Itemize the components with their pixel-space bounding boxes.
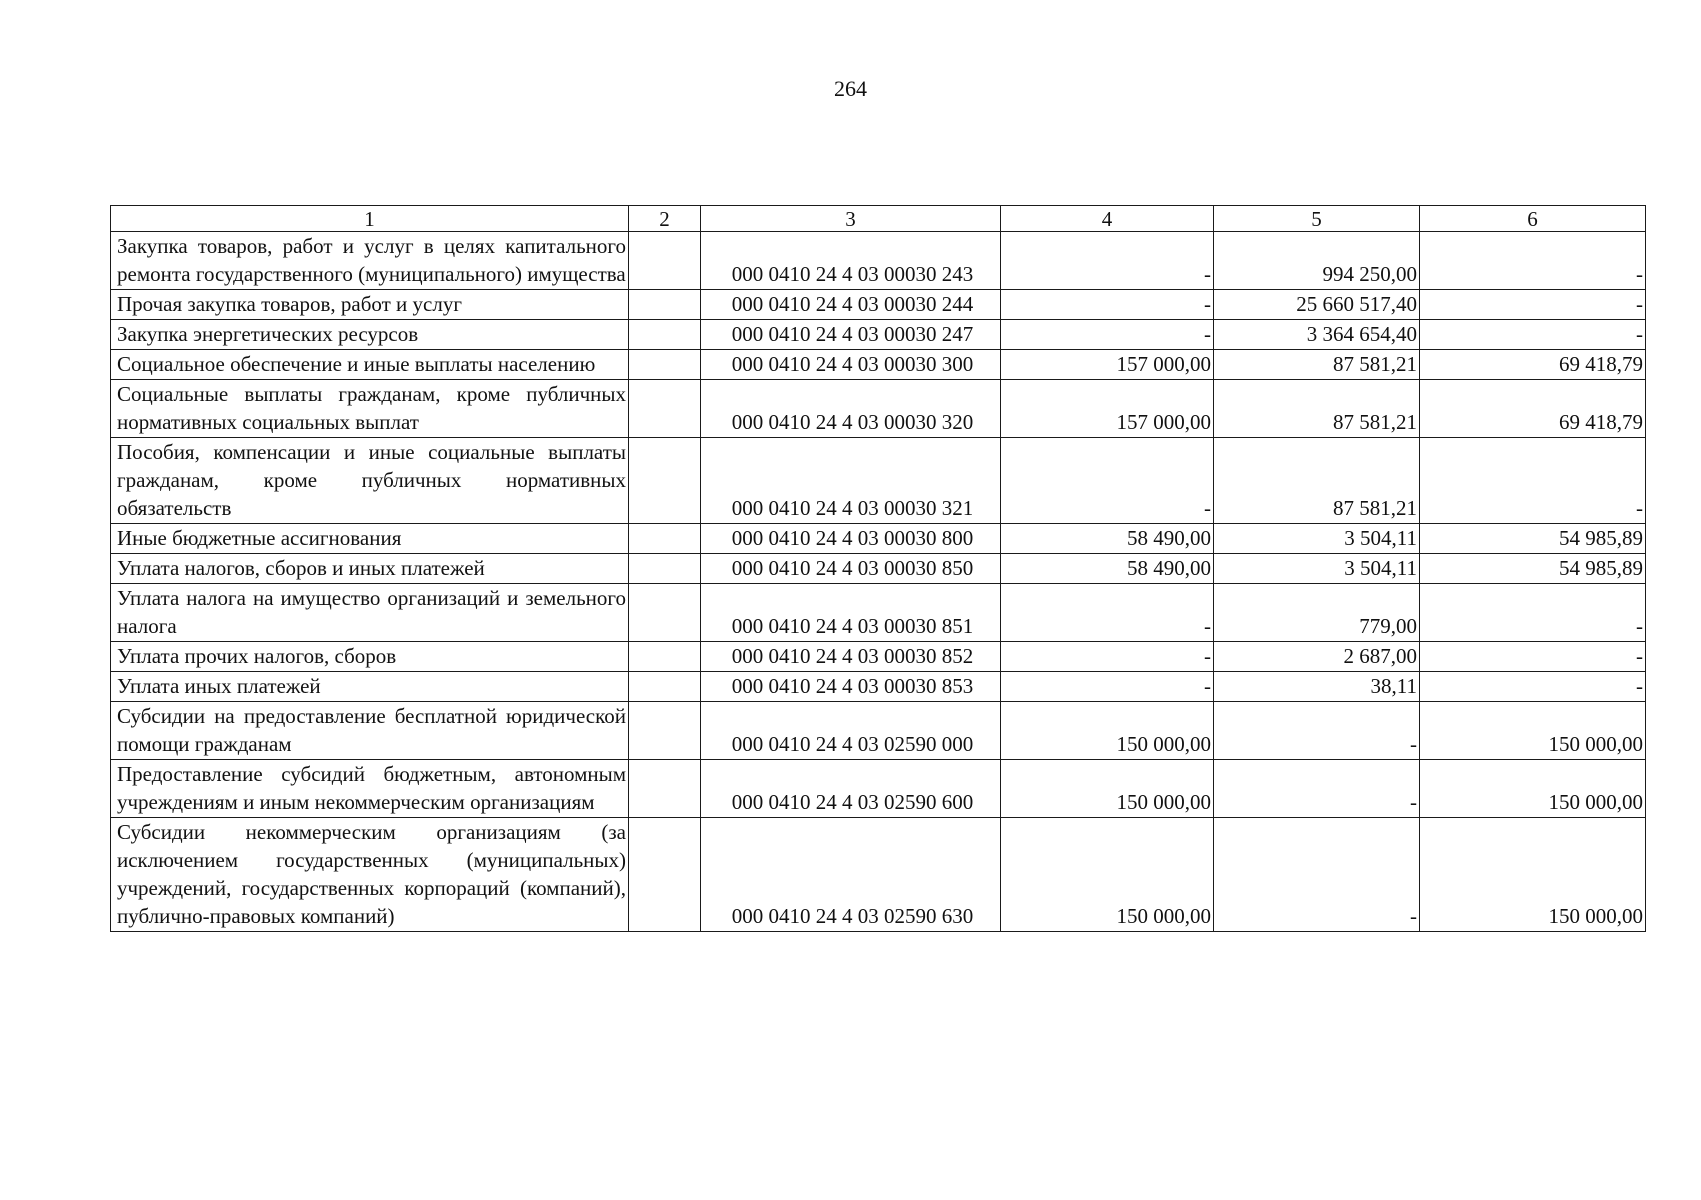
table-row [111,524,1646,554]
row-col5: 779,00 [1214,584,1420,642]
row-col2 [629,438,701,524]
row-col6: 150 000,00 [1420,702,1646,760]
row-name: Уплата иных платежей [111,672,629,702]
table-row [111,290,1646,320]
row-col4: - [1001,438,1214,524]
row-code: 000 0410 24 4 03 02590 630 [701,818,1001,932]
row-col6: 69 418,79 [1420,350,1646,380]
table-header-row [111,206,1646,232]
row-col4: - [1001,232,1214,290]
row-code: 000 0410 24 4 03 00030 851 [701,584,1001,642]
row-col2 [629,554,701,584]
row-col2 [629,760,701,818]
table-row [111,702,1646,760]
row-code: 000 0410 24 4 03 00030 800 [701,524,1001,554]
row-name: Закупка энергетических ресурсов [111,320,629,350]
row-col6: - [1420,290,1646,320]
row-name: Предоставление субсидий бюджетным, автономным учреждениям и иным некоммерческим организациям [111,760,629,818]
table-row [111,584,1646,642]
row-col5: - [1214,760,1420,818]
row-name: Социальное обеспечение и иные выплаты населению [111,350,629,380]
row-col6: 150 000,00 [1420,760,1646,818]
row-name: Субсидии некоммерческим организациям (за исключением государственных (муниципальных) учреждений, государственных корпораций (компаний), публично-правовых компаний) [111,818,629,932]
column-header-5: 5 [1214,206,1420,232]
row-col5: 87 581,21 [1214,438,1420,524]
row-code: 000 0410 24 4 03 02590 000 [701,702,1001,760]
row-code: 000 0410 24 4 03 00030 850 [701,554,1001,584]
row-name: Закупка товаров, работ и услуг в целях капитального ремонта государственного (муниципального) имущества [111,232,629,290]
row-col6: - [1420,642,1646,672]
row-col4: 58 490,00 [1001,524,1214,554]
row-col2 [629,380,701,438]
row-col2 [629,818,701,932]
row-col4: - [1001,642,1214,672]
row-name: Уплата налога на имущество организаций и земельного налога [111,584,629,642]
row-col6: - [1420,232,1646,290]
column-header-1: 1 [111,206,629,232]
row-col2 [629,672,701,702]
budget-table [110,205,1646,932]
row-name: Уплата налогов, сборов и иных платежей [111,554,629,584]
row-col5: 87 581,21 [1214,380,1420,438]
row-col4: 58 490,00 [1001,554,1214,584]
row-col2 [629,702,701,760]
row-col6: 69 418,79 [1420,380,1646,438]
row-col5: 87 581,21 [1214,350,1420,380]
row-col5: 25 660 517,40 [1214,290,1420,320]
column-header-3: 3 [701,206,1001,232]
table-row [111,818,1646,932]
row-col6: - [1420,320,1646,350]
row-col4: 157 000,00 [1001,350,1214,380]
table-row [111,672,1646,702]
row-col2 [629,290,701,320]
column-header-2: 2 [629,206,701,232]
table-row [111,438,1646,524]
row-col4: 150 000,00 [1001,818,1214,932]
table-row [111,320,1646,350]
row-col4: 150 000,00 [1001,702,1214,760]
table-row [111,232,1646,290]
row-col4: - [1001,290,1214,320]
row-col6: - [1420,672,1646,702]
row-col4: 157 000,00 [1001,380,1214,438]
row-code: 000 0410 24 4 03 00030 320 [701,380,1001,438]
row-col6: 54 985,89 [1420,524,1646,554]
row-code: 000 0410 24 4 03 00030 244 [701,290,1001,320]
row-name: Пособия, компенсации и иные социальные выплаты гражданам, кроме публичных нормативных обязательств [111,438,629,524]
row-code: 000 0410 24 4 03 00030 247 [701,320,1001,350]
row-col4: 150 000,00 [1001,760,1214,818]
table-row [111,350,1646,380]
row-col6: - [1420,438,1646,524]
row-name: Социальные выплаты гражданам, кроме публичных нормативных социальных выплат [111,380,629,438]
row-col2 [629,350,701,380]
column-header-4: 4 [1001,206,1214,232]
row-code: 000 0410 24 4 03 02590 600 [701,760,1001,818]
row-col5: 3 504,11 [1214,554,1420,584]
table-row [111,642,1646,672]
row-code: 000 0410 24 4 03 00030 300 [701,350,1001,380]
row-col6: - [1420,584,1646,642]
row-col2 [629,320,701,350]
row-code: 000 0410 24 4 03 00030 321 [701,438,1001,524]
row-col2 [629,232,701,290]
row-name: Субсидии на предоставление бесплатной юридической помощи гражданам [111,702,629,760]
row-col5: 2 687,00 [1214,642,1420,672]
table-row [111,760,1646,818]
row-name: Прочая закупка товаров, работ и услуг [111,290,629,320]
row-col5: 3 504,11 [1214,524,1420,554]
row-col6: 54 985,89 [1420,554,1646,584]
column-header-6: 6 [1420,206,1646,232]
row-col6: 150 000,00 [1420,818,1646,932]
row-col2 [629,584,701,642]
row-col2 [629,642,701,672]
row-code: 000 0410 24 4 03 00030 243 [701,232,1001,290]
table-row [111,554,1646,584]
row-col4: - [1001,672,1214,702]
row-name: Уплата прочих налогов, сборов [111,642,629,672]
row-col2 [629,524,701,554]
row-col5: - [1214,818,1420,932]
row-col5: 38,11 [1214,672,1420,702]
row-col5: - [1214,702,1420,760]
row-code: 000 0410 24 4 03 00030 852 [701,642,1001,672]
row-name: Иные бюджетные ассигнования [111,524,629,554]
row-col5: 994 250,00 [1214,232,1420,290]
row-col5: 3 364 654,40 [1214,320,1420,350]
row-code: 000 0410 24 4 03 00030 853 [701,672,1001,702]
table-row [111,380,1646,438]
row-col4: - [1001,584,1214,642]
page-number: 264 [834,76,867,101]
row-col4: - [1001,320,1214,350]
